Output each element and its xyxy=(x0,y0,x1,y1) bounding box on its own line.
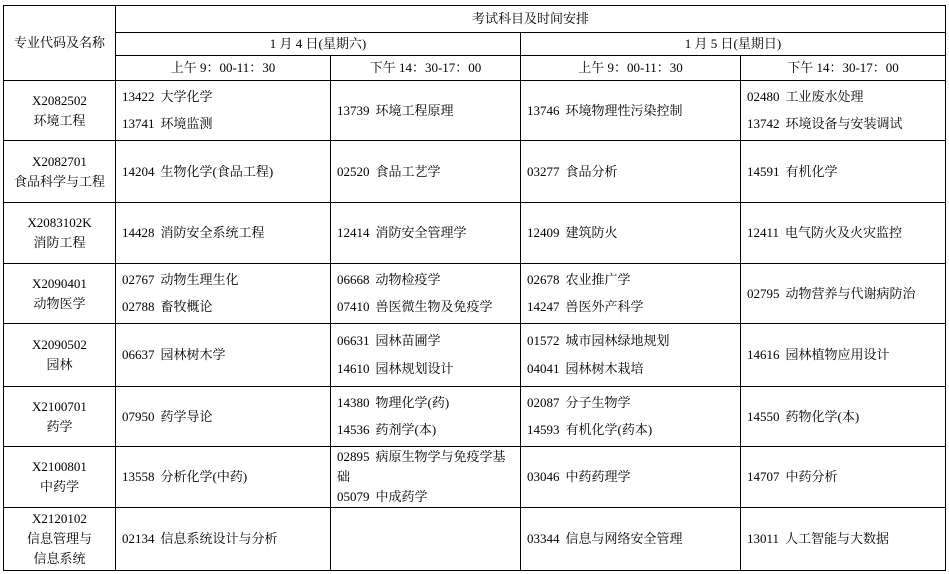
course-name: 食品工艺学 xyxy=(375,163,441,179)
course-code: 01572 xyxy=(527,333,560,349)
course-entry xyxy=(527,331,734,351)
course-entry xyxy=(122,529,324,549)
course-name: 兽医外产科学 xyxy=(565,298,644,314)
course-code: 14380 xyxy=(337,395,370,411)
course-code: 02895 xyxy=(337,449,370,464)
course-name: 信息与网络安全管理 xyxy=(565,531,683,546)
course-code: 14593 xyxy=(527,421,560,437)
course-name: 分析化学(中药) xyxy=(160,469,248,484)
course-entry xyxy=(527,359,734,379)
course-code: 04041 xyxy=(527,360,560,376)
course-name: 中药分析 xyxy=(785,469,838,484)
session-header: 上午 9：00-11：30 xyxy=(521,56,740,80)
course-code: 14550 xyxy=(747,408,780,424)
major-cell xyxy=(4,141,115,202)
schedule-title-header: 考试科目及时间安排 xyxy=(116,6,945,32)
course-name: 工业废水处理 xyxy=(785,89,864,105)
course-entry xyxy=(747,87,939,107)
course-name: 食品分析 xyxy=(565,163,618,179)
course-entry xyxy=(527,162,734,182)
course-code: 02520 xyxy=(337,163,370,179)
course-name: 园林植物应用设计 xyxy=(785,347,890,362)
course-name: 兽医微生物及免疫学 xyxy=(375,298,493,314)
course-code: 02480 xyxy=(747,89,780,105)
course-name: 环境设备与安装调试 xyxy=(785,115,903,131)
course-code: 02788 xyxy=(122,298,155,314)
course-name: 园林苗圃学 xyxy=(375,333,441,349)
exam-slot-cell xyxy=(116,141,330,202)
course-code: 02678 xyxy=(527,272,560,288)
exam-slot-cell xyxy=(116,264,330,323)
course-entry xyxy=(747,345,939,365)
course-entry xyxy=(122,114,324,134)
course-entry xyxy=(337,331,514,351)
course-name: 环境物理性污染控制 xyxy=(565,102,683,118)
course-entry xyxy=(527,101,734,121)
major-code: X2120102 xyxy=(32,511,87,526)
course-code: 07410 xyxy=(337,298,370,314)
course-code: 07950 xyxy=(122,408,155,424)
course-entry xyxy=(747,407,939,427)
exam-slot-cell xyxy=(741,141,945,202)
exam-slot-cell xyxy=(521,203,740,263)
exam-slot-cell xyxy=(116,203,330,263)
course-name: 园林树木学 xyxy=(160,347,226,362)
major-name: 食品科学与工程 xyxy=(13,173,105,189)
course-code: 14247 xyxy=(527,298,560,314)
day-header: 1 月 4 日(星期六) xyxy=(116,33,520,55)
exam-slot-cell xyxy=(521,141,740,202)
exam-slot-cell xyxy=(331,447,520,507)
course-code: 14428 xyxy=(122,225,155,240)
exam-slot-cell xyxy=(741,264,945,323)
course-code: 12414 xyxy=(337,225,370,240)
course-name: 药剂学(本) xyxy=(375,421,437,437)
course-name: 药学导论 xyxy=(160,408,213,424)
exam-slot-cell xyxy=(116,324,330,386)
course-code: 02134 xyxy=(122,531,155,546)
course-code: 13422 xyxy=(122,89,155,105)
course-code: 13741 xyxy=(122,115,155,131)
course-name: 建筑防火 xyxy=(565,225,618,240)
exam-slot-cell xyxy=(741,508,945,570)
course-entry xyxy=(122,162,324,182)
course-entry xyxy=(747,467,939,487)
course-code: 03344 xyxy=(527,531,560,546)
exam-slot-cell xyxy=(331,264,520,323)
course-name: 环境监测 xyxy=(160,115,213,131)
exam-slot-cell xyxy=(331,387,520,446)
course-code: 14707 xyxy=(747,469,780,484)
course-entry xyxy=(122,467,324,487)
course-code: 14591 xyxy=(747,163,780,179)
major-code: X2083102K xyxy=(27,215,92,230)
course-entry xyxy=(527,529,734,549)
major-name: 动物医学 xyxy=(33,295,86,311)
course-name: 中药药理学 xyxy=(565,469,631,484)
major-name: 环境工程 xyxy=(33,112,86,128)
course-name: 动物营养与代谢病防治 xyxy=(785,285,916,301)
exam-slot-cell xyxy=(741,387,945,446)
major-cell xyxy=(4,508,115,570)
course-name: 物理化学(药) xyxy=(375,395,450,411)
exam-slot-cell xyxy=(116,447,330,507)
course-code: 13739 xyxy=(337,102,370,118)
course-code: 14610 xyxy=(337,360,370,376)
exam-slot-cell xyxy=(116,387,330,446)
exam-slot-cell xyxy=(741,81,945,140)
major-code: X2082701 xyxy=(32,153,87,169)
exam-slot-cell xyxy=(521,264,740,323)
day-header: 1 月 5 日(星期日) xyxy=(521,33,945,55)
major-cell xyxy=(4,203,115,263)
exam-slot-cell xyxy=(521,447,740,507)
major-cell xyxy=(4,387,115,446)
major-cell xyxy=(4,447,115,507)
course-code: 05079 xyxy=(337,489,370,504)
course-code: 13746 xyxy=(527,102,560,118)
course-code: 02795 xyxy=(747,285,780,301)
exam-slot-cell xyxy=(331,141,520,202)
course-entry xyxy=(122,270,324,290)
course-entry xyxy=(527,467,734,487)
course-entry xyxy=(337,223,514,243)
course-name: 城市园林绿地规划 xyxy=(565,333,670,349)
course-entry xyxy=(337,162,514,182)
major-cell xyxy=(4,264,115,323)
course-code: 14536 xyxy=(337,421,370,437)
course-name: 大学化学 xyxy=(160,89,213,105)
course-entry xyxy=(337,393,514,413)
course-entry xyxy=(337,487,514,507)
course-name: 动物生理生化 xyxy=(160,272,239,288)
major-code: X2100701 xyxy=(32,398,87,414)
exam-slot-cell-empty xyxy=(331,508,520,570)
exam-slot-cell xyxy=(741,324,945,386)
course-code: 06637 xyxy=(122,347,155,362)
course-name: 电气防火及火灾监控 xyxy=(785,225,903,240)
exam-slot-cell xyxy=(741,447,945,507)
course-code: 13011 xyxy=(747,531,780,546)
course-name: 有机化学 xyxy=(785,163,838,179)
course-code: 14204 xyxy=(122,163,155,179)
course-code: 02767 xyxy=(122,272,155,288)
exam-slot-cell xyxy=(331,203,520,263)
course-name: 药物化学(本) xyxy=(785,408,860,424)
course-entry xyxy=(747,529,939,549)
course-name: 分子生物学 xyxy=(565,395,631,411)
course-name: 人工智能与大数据 xyxy=(785,531,890,546)
course-name: 园林规划设计 xyxy=(375,360,454,376)
major-header: 专业代码及名称 xyxy=(4,6,115,80)
course-code: 02087 xyxy=(527,395,560,411)
course-code: 06631 xyxy=(337,333,370,349)
course-name: 畜牧概论 xyxy=(160,298,213,314)
course-entry xyxy=(747,223,939,243)
major-name: 园林 xyxy=(46,357,73,372)
course-name: 中成药学 xyxy=(375,489,428,504)
course-name: 有机化学(药本) xyxy=(565,421,653,437)
course-name: 消防安全管理学 xyxy=(375,225,467,240)
course-entry xyxy=(337,297,514,317)
course-entry xyxy=(747,114,939,134)
exam-slot-cell xyxy=(521,324,740,386)
course-name: 消防安全系统工程 xyxy=(160,225,265,240)
course-name: 生物化学(食品工程) xyxy=(160,163,274,179)
session-header: 下午 14：30-17：00 xyxy=(741,56,945,80)
major-name: 药学 xyxy=(46,418,73,434)
course-entry xyxy=(527,420,734,440)
schedule-table xyxy=(3,5,946,571)
course-name: 园林树木栽培 xyxy=(565,360,644,376)
course-entry xyxy=(122,223,324,243)
course-code: 03277 xyxy=(527,163,560,179)
course-name: 环境工程原理 xyxy=(375,102,454,118)
major-cell xyxy=(4,324,115,386)
course-name: 动物检疫学 xyxy=(375,272,441,288)
major-name: 消防工程 xyxy=(33,235,86,250)
course-name: 病原生物学与免疫学基础 xyxy=(337,449,506,484)
exam-slot-cell xyxy=(331,81,520,140)
course-code: 13558 xyxy=(122,469,155,484)
course-entry xyxy=(337,420,514,440)
course-name: 农业推广学 xyxy=(565,272,631,288)
exam-slot-cell xyxy=(521,508,740,570)
major-code: X2090502 xyxy=(32,337,87,352)
course-entry xyxy=(527,223,734,243)
course-entry xyxy=(337,447,514,487)
course-code: 12409 xyxy=(527,225,560,240)
course-entry xyxy=(747,284,939,304)
course-code: 03046 xyxy=(527,469,560,484)
course-entry xyxy=(122,345,324,365)
course-entry xyxy=(122,87,324,107)
major-name: 信息管理与信息系统 xyxy=(26,531,92,566)
course-entry xyxy=(122,407,324,427)
exam-slot-cell xyxy=(741,203,945,263)
course-entry xyxy=(527,393,734,413)
course-entry xyxy=(337,359,514,379)
course-code: 14616 xyxy=(747,347,780,362)
major-code: X2090401 xyxy=(32,275,87,291)
exam-slot-cell xyxy=(521,387,740,446)
major-name: 中药学 xyxy=(39,479,79,494)
course-name: 信息系统设计与分析 xyxy=(160,531,278,546)
exam-slot-cell xyxy=(116,508,330,570)
course-entry xyxy=(337,270,514,290)
course-entry xyxy=(527,297,734,317)
course-entry xyxy=(747,162,939,182)
major-code: X2100801 xyxy=(32,459,87,474)
major-cell xyxy=(4,81,115,140)
major-code: X2082502 xyxy=(32,92,87,108)
course-code: 06668 xyxy=(337,272,370,288)
exam-slot-cell xyxy=(521,81,740,140)
course-entry xyxy=(527,270,734,290)
course-entry xyxy=(122,297,324,317)
exam-slot-cell xyxy=(331,324,520,386)
course-code: 12411 xyxy=(747,225,780,240)
session-header: 上午 9：00-11：30 xyxy=(116,56,330,80)
session-header: 下午 14：30-17：00 xyxy=(331,56,520,80)
exam-slot-cell xyxy=(116,81,330,140)
course-entry xyxy=(337,101,514,121)
course-code: 13742 xyxy=(747,115,780,131)
